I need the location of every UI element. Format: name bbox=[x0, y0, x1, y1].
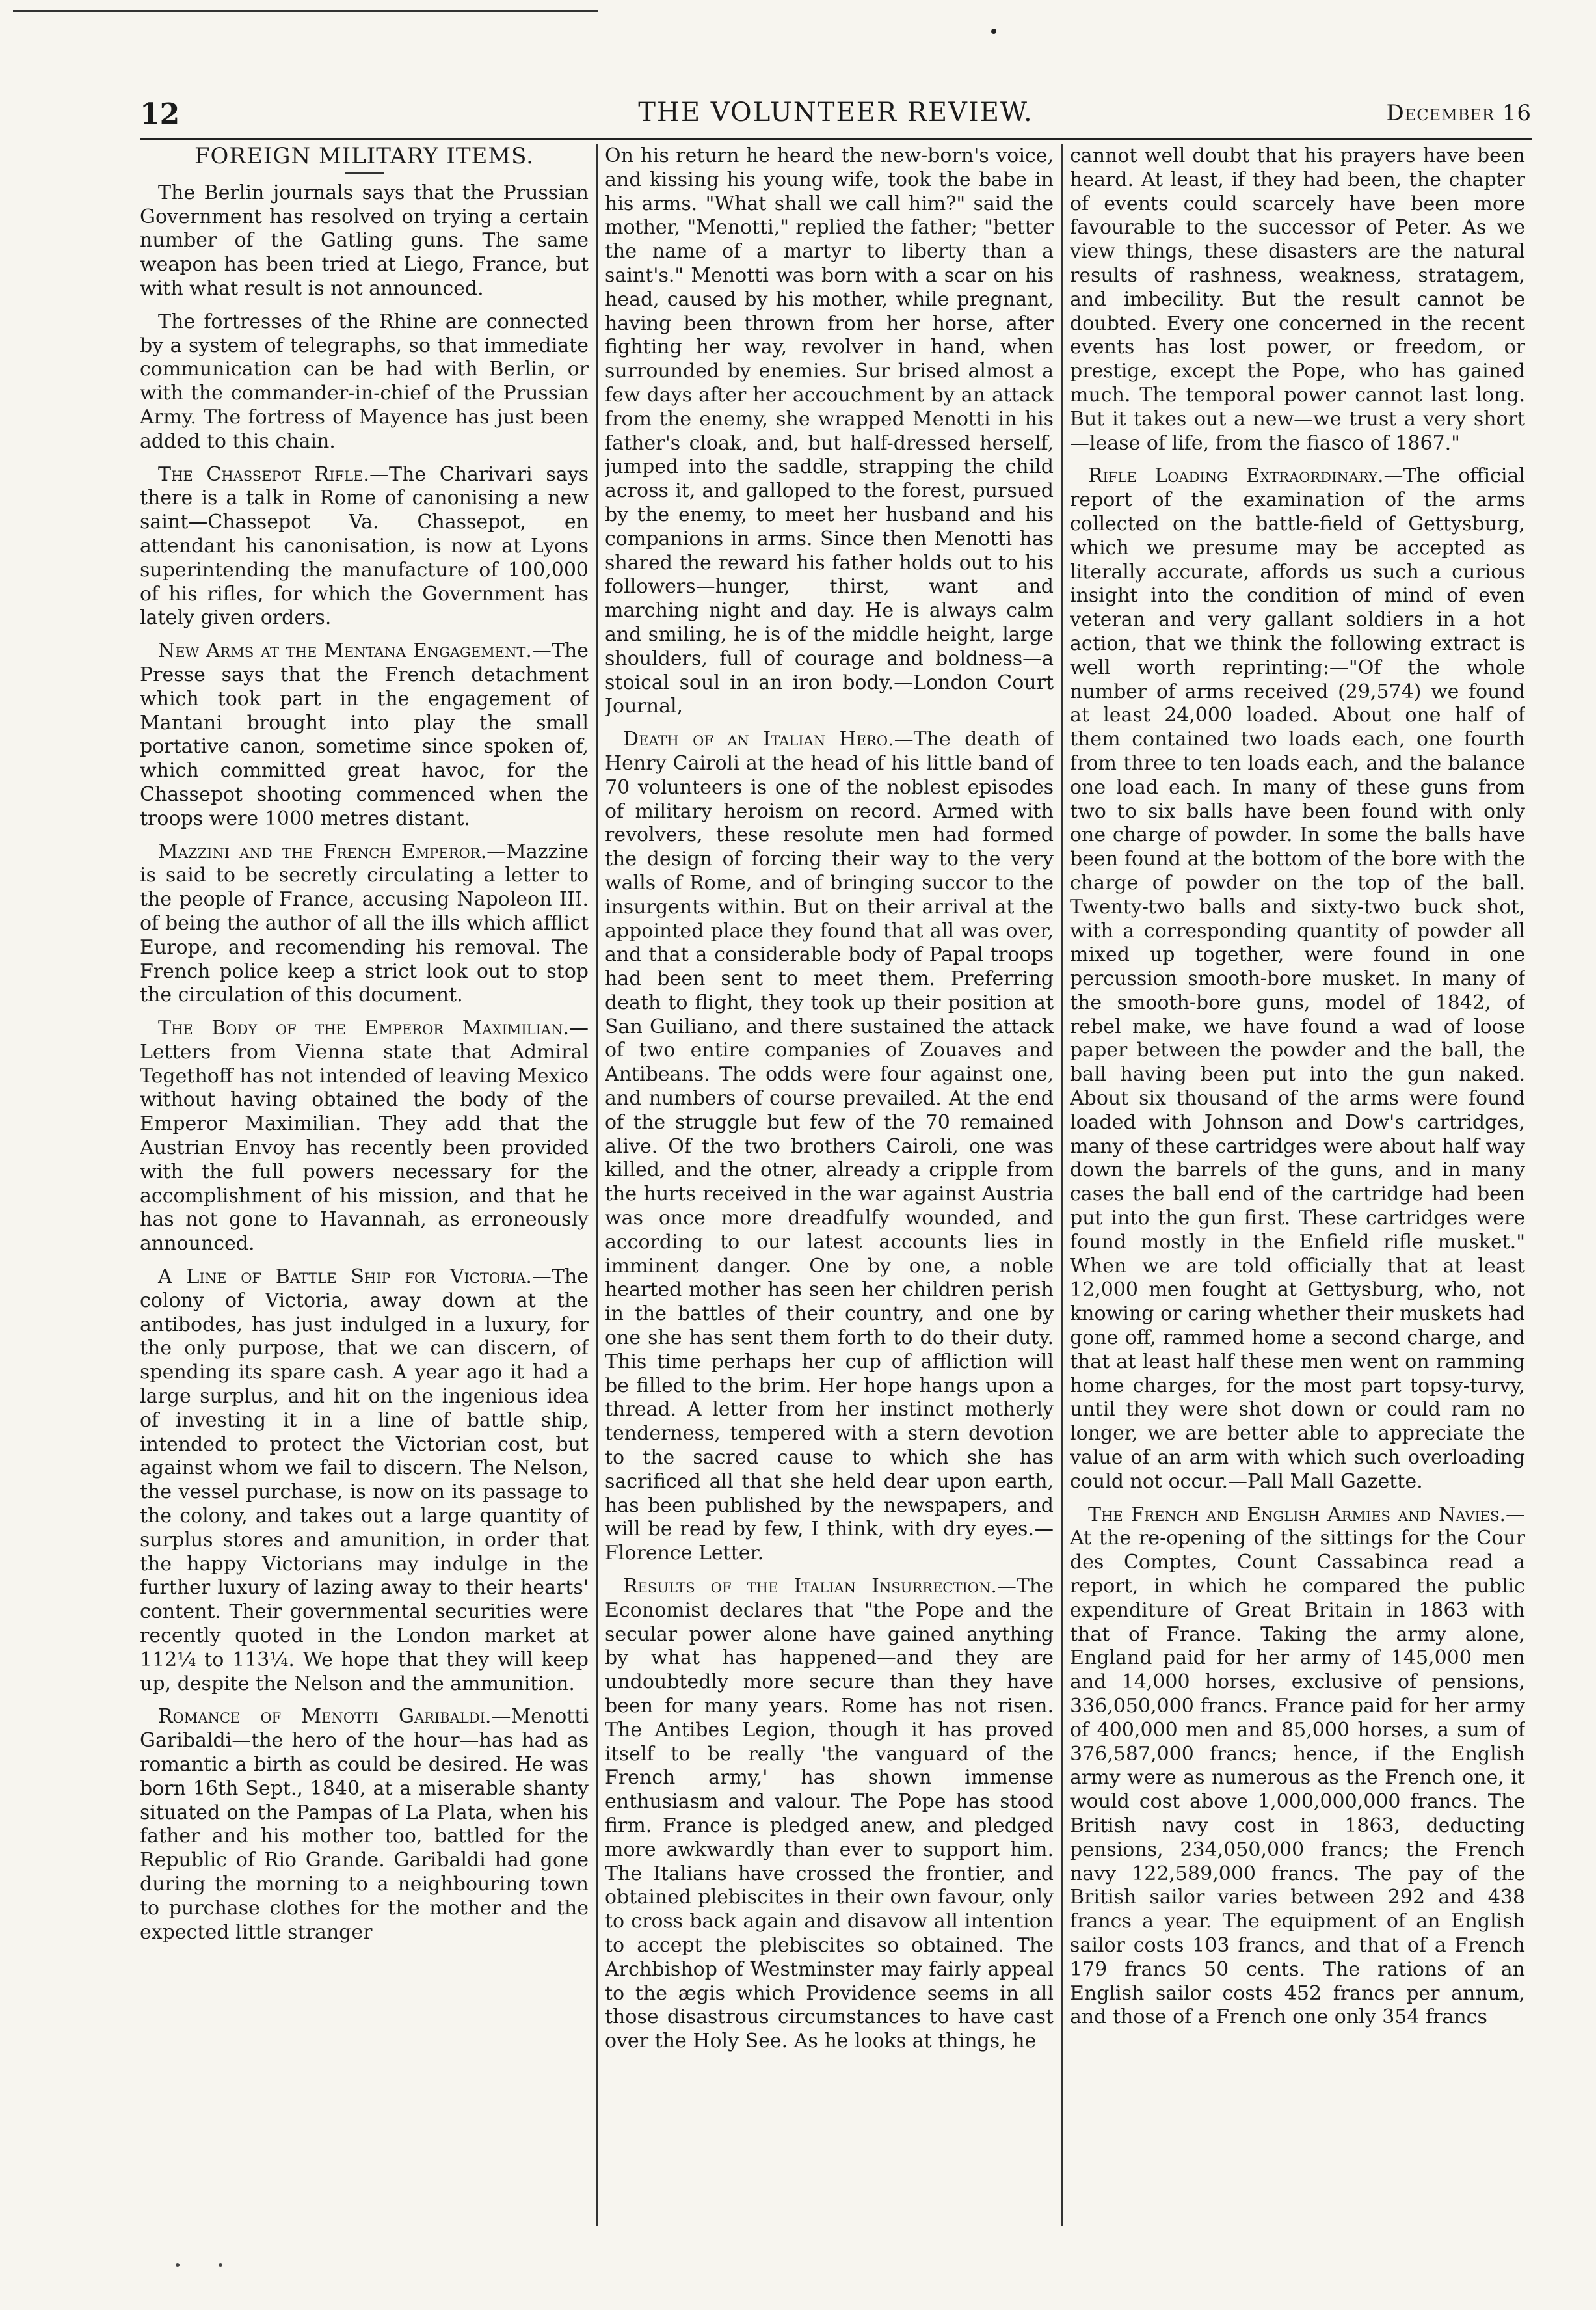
article bbox=[140, 639, 589, 831]
column-divider bbox=[596, 144, 598, 2226]
ink-speck bbox=[219, 2263, 222, 2267]
article-body: —The Economist declares that "the Pope and the secular power alone have gained anything by what has happened—and they are undoubtedly more secure than they have been for many years. Rome has not risen. The Antibes Legion, though it has proved itself to be really 'the vanguard of the French army,' has shown immense enthusiasm and valour. The Pope has stood firm. France is pledged anew, and pledged more awkwardly than ever to support him. The Italians have crossed the frontier, and obtained plebiscites in their own favour, only to cross back again and disavow all intention to accept the plebiscites so obtained. The Archbishop of Westminster may fairly appeal to the ægis which Providence seems in all those disastrous circumstances to have cast over the Holy See. As he looks at things, he bbox=[605, 1575, 1054, 2053]
article-body: —Menotti Garibaldi—the hero of the hour—has had as romantic a birth as could be desired. He was born 16th Sept., 1840, at a miserable shanty situated on the Pampas of La Plata, when his father and his mother too, battled for the Republic of Rio Grande. Garibaldi had gone during the morning to a neighbouring town to purchase clothes for the mother and the expected little stranger bbox=[140, 1705, 589, 1944]
column-3 bbox=[1070, 144, 1525, 2220]
article-paragraph: The Berlin journals says that the Prussian Government has resolved on trying a certain number of the Gatling guns. The same weapon has been tried at Liego, France, but with what result is not announced. bbox=[140, 181, 589, 300]
article-heading: Romance of Menotti Garibaldi. bbox=[158, 1705, 492, 1728]
page-number: 12 bbox=[140, 98, 180, 131]
article-body: —At the re-opening of the sittings for the Cour des Comptes, Count Cassabinca read a report, in which he compared the public expenditure of Great Britain in 1863 with that of France. Taking the army alone, England paid for her army of 145,000 men and 14,000 horses, exclusive of pensions, 336,050,000 francs. France paid for her army of 400,000 men and 85,000 horses, a sum of 376,587,000 francs; hence, if the English army were as numerous as the French one, it would cost above 1,000,000,000 francs. The British navy cost in 1863, deducting pensions, 234,050,000 francs; the French navy 122,589,000 francs. The pay of the British sailor varies between 292 and 438 francs a year. The equipment of an English sailor costs 103 francs, and that of a French 179 francs 50 cents. The rations of an English sailor costs 452 francs per annum, and those of a French one only 354 francs bbox=[1070, 1503, 1525, 2029]
column-2 bbox=[605, 144, 1054, 2220]
article-heading: The French and English Armies and Navies. bbox=[1088, 1503, 1506, 1526]
article-heading: The Chassepot Rifle. bbox=[158, 463, 369, 486]
article-body: —The Presse says that the French detachment which took part in the engagement of Mantani brought into play the small portative canon, sometime since spoken of, which committed great havoc, for the Chassepot shooting commenced when the troops were 1000 metres distant. bbox=[140, 639, 589, 830]
page-header bbox=[140, 98, 1532, 137]
article bbox=[140, 463, 589, 631]
section-title-rule bbox=[345, 172, 384, 174]
article-body: —The colony of Victoria, away down at the antibodes, has just indulged in a luxury, for the only purpose, that we can discern, of spending its spare cash. A year ago it had a large surplus, and hit on the ingenious idea of investing it in a line of battle ship, intended to protect the Victorian cost, but against whom we fail to discern. The Nelson, the vessel purchase, is now on its passage to the colony, and takes out a large quantity of surplus stores and amunition, in order that the happy Victorians may indulge in the further luxury of lazing away to their hearts' content. Their governmental securities were recently quoted in the London market at 112¼ to 113¼. We hope that they will keep up, despite the Nelson and the ammunition. bbox=[140, 1265, 589, 1695]
article-heading: Rifle Loading Extraordinary. bbox=[1088, 464, 1384, 488]
section-title: FOREIGN MILITARY ITEMS. bbox=[194, 144, 535, 169]
article-heading: Results of the Italian Insurrection. bbox=[623, 1575, 997, 1598]
article-heading: The Body of the Emperor Maximilian. bbox=[158, 1017, 569, 1040]
article-paragraph: cannot well doubt that his prayers have been heard. At least, if they had been, the chapter of events could scarcely have been more favourable to the successor of Peter. As we view things, these disasters are the natural results of rashness, weakness, stratagem, and imbecility. But the result cannot be doubted. Every one concerned in the recent events has lost power, or freedom, or prestige, except the Pope, who has gained much. The temporal power cannot last long. But it takes out a new—we trust a very short—lease of life, from the fiasco of 1867." bbox=[1070, 144, 1525, 455]
top-border-line bbox=[13, 10, 598, 12]
article-paragraph: On his return he heard the new-born's voice, and kissing his young wife, took the babe in his arms. "What shall we call him?" said the mother, "Menotti," replied the father; "better the name of a martyr to liberty than a saint's." Menotti was born with a scar on his head, caused by his mother, while pregnant, having been thrown from her horse, after fighting her way, revolver in hand, when surrounded by enemies. Sur brised almost a few days after her accouchment by an attack from the enemy, she wrapped Menotti in his father's cloak, and, but half-dressed herself, jumped into the saddle, strapping the child across it, and galloped to the forest, pursued by the enemy, to meet her husband and his companions in arms. Since then Menotti has shared the reward his father holds out to his followers—hunger, thirst, want and marching night and day. He is always calm and smiling, he is of the middle height, large shoulders, full of courage and boldness—a stoical soul in an iron body.—London Court Journal, bbox=[605, 144, 1054, 718]
article bbox=[140, 1705, 589, 1944]
column-1 bbox=[140, 144, 589, 2220]
article bbox=[140, 1265, 589, 1696]
printer-dot bbox=[991, 29, 996, 34]
article-heading: A Line of Battle Ship for Victoria. bbox=[158, 1265, 532, 1289]
article-body: —The official report of the examination of the arms collected on the battle-field of Gettysburg, which we presume may be accepted as literally accurate, affords us such a curious insight into the condition of mind of even veteran and very gallant soldiers in a hot action, that we think the following extract is well worth reprinting:—"Of the whole number of arms received (29,574) we found at least 24,000 loaded. About one half of them contained two loads each, one fourth from three to ten loads each, and the balance one load each. In many of these guns from two to six balls have been found with only one charge of powder. In some the balls have been found at the bottom of the bore with the charge of powder on the top of the ball. Twenty-two balls and sixty-two buck shot, with a corresponding quantity of powder all mixed up together, were found in one percussion smooth-bore musket. In many of the smooth-bore guns, model of 1842, of rebel make, we have found a wad of loose paper between the powder and the ball, the ball having been put into the gun naked. About six thousand of the arms were found loaded with Johnson and Dow's cartridges, many of these cartridges were about half way down the barrels of the guns, and in many cases the ball end of the cartridge had been put into the gun first. These cartridges were found mostly in the Enfield rifle musket." When we are told officially that at least 12,000 men fought at Gettysburg, who, not knowing or caring whether their muskets had gone off, rammed home a second charge, and that at least half these men went on ramming home charges, for the most part topsy-turvy, until they were shot down or could ram no longer, we are better able to appreciate the value of an arm with which such overloading could not occur.—Pall Mall Gazette. bbox=[1070, 464, 1525, 1493]
article-heading: Mazzini and the French Emperor. bbox=[158, 840, 487, 863]
issue-date: December 16 bbox=[1386, 100, 1532, 126]
article bbox=[140, 840, 589, 1008]
bottom-margin-marks bbox=[176, 2257, 501, 2270]
article bbox=[1070, 464, 1525, 1494]
article-paragraph: The fortresses of the Rhine are connected by a system of telegraphs, so that immediate communication can be had with Berlin, or with the commander-in-chief of the Prussian Army. The fortress of Mayence has just been added to this chain. bbox=[140, 310, 589, 453]
article-body: —The death of Henry Cairoli at the head of his little band of 70 volunteers is one of the noblest episodes of military heroism on record. Armed with revolvers, these resolute men had formed the design of forcing their way to the very walls of Rome, and of bringing succor to the insurgents within. But on their arrival at the appointed place they found that all was over, and that a considerable body of Papal troops had been sent to meet them. Preferring death to flight, they took up their position at San Guiliano, and there sustained the attack of two entire companies of Zouaves and Antibeans. The odds were four against one, and numbers of course prevailed. At the end of the struggle but few of the 70 remained alive. Of the two brothers Cairoli, one was killed, and the otner, already a cripple from the hurts received in the war against Austria was once more dreadfulfy wounded, and according to our latest accounts lies in imminent danger. One by one, a noble hearted mother has seen her children perish in the battles of their country, and one by one she has sent them forth to do their duty. This time perhaps her cup of affliction will be filled to the brim. Her hope hangs upon a thread. A letter from her instinct motherly tenderness, tempered with a stern devotion to the sacred cause to which she has sacrificed all that she held dear upon earth, has been published by the newspapers, and will be read by few, I think, with dry eyes.—Florence Letter. bbox=[605, 728, 1054, 1565]
publication-title: THE VOLUNTEER REVIEW. bbox=[638, 98, 1033, 128]
article bbox=[605, 1575, 1054, 2054]
article-body: —Letters from Vienna state that Admiral Tegethoff has not intended of leaving Mexico without having obtained the body of the Emperor Maximilian. They add that the Austrian Envoy has recently been provided with the full powers necessary for the accomplishment of his mission, and that he has not gone to Havannah, as erroneously announced. bbox=[140, 1017, 589, 1256]
ink-speck bbox=[176, 2263, 180, 2267]
article-body: —Mazzine is said to be secretly circulating a letter to the people of France, accusing Napoleon III. of being the author of all the ills which afflict Europe, and recomending his removal. The French police keep a strict look out to stop the circulation of this document. bbox=[140, 840, 589, 1007]
article-heading: Death of an Italian Hero. bbox=[623, 728, 894, 751]
article-body: —The Charivari says there is a talk in Rome of canonising a new saint—Chassepot Va. Chassepot, en attendant his canonisation, is now at Lyons superintending the manufacture of 100,000 of his rifles, for which the Government has lately given orders. bbox=[140, 463, 589, 630]
article bbox=[1070, 1503, 1525, 2030]
header-rule bbox=[140, 138, 1532, 140]
article-heading: New Arms at the Mentana Engagement. bbox=[158, 639, 532, 663]
column-divider bbox=[1061, 144, 1063, 2226]
article bbox=[605, 728, 1054, 1566]
article bbox=[140, 1017, 589, 1256]
